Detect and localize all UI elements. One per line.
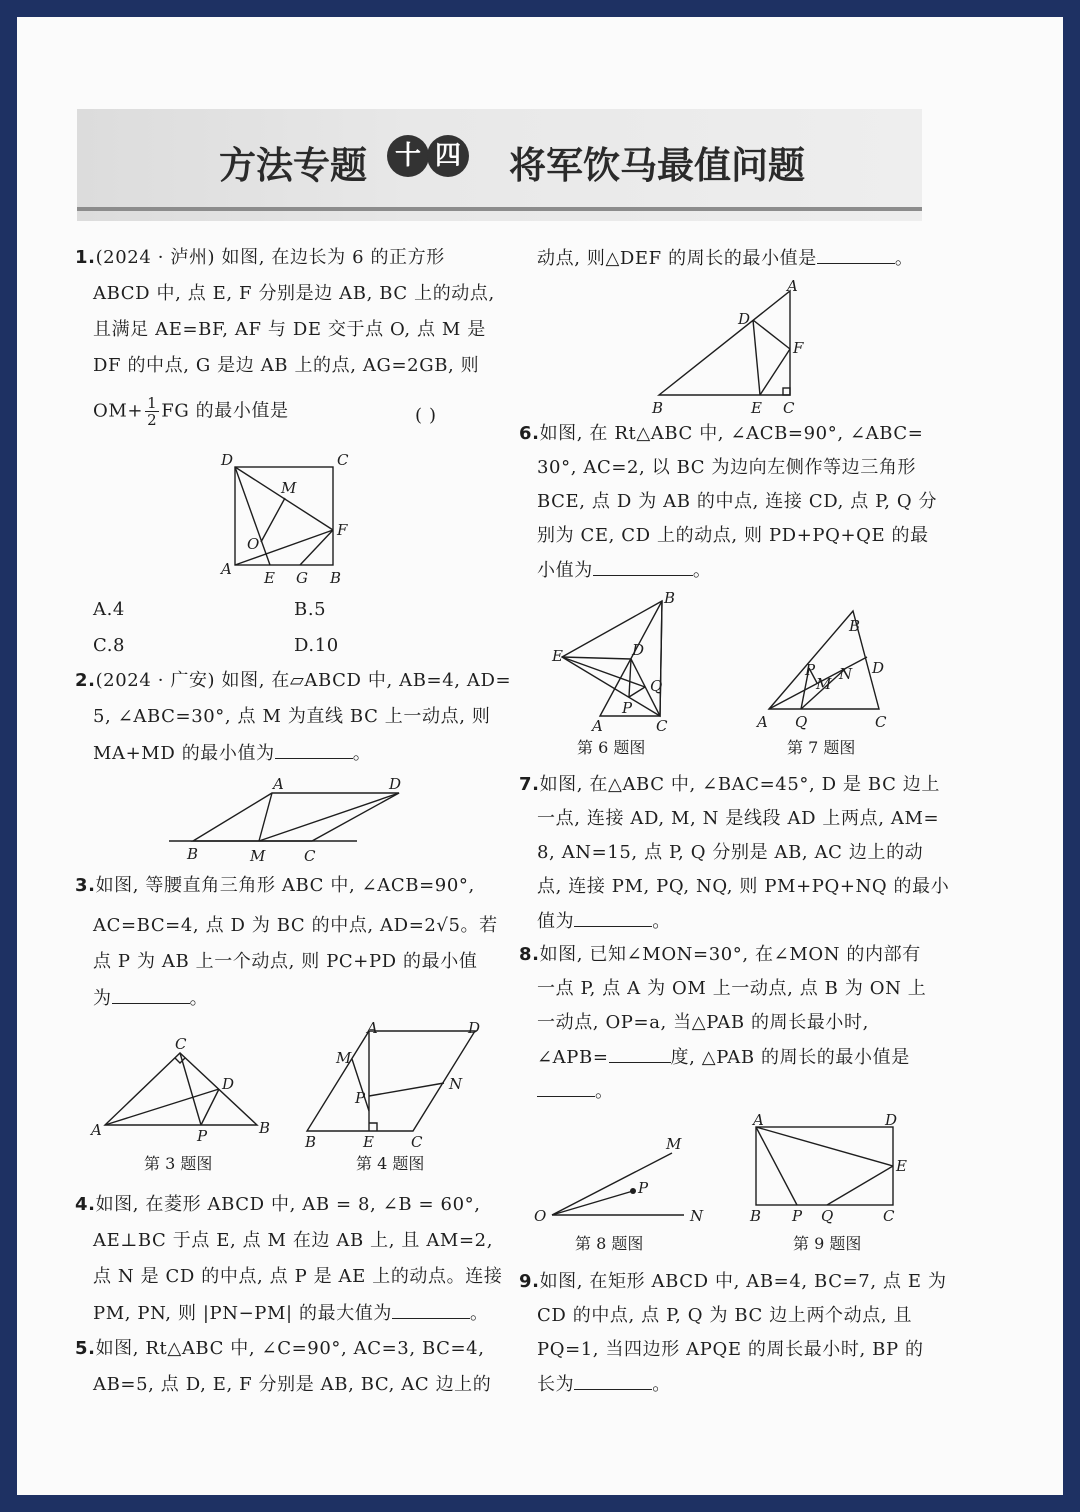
q8-ray-om bbox=[552, 1153, 672, 1215]
q6-label-B: B bbox=[664, 589, 676, 607]
q1-line-5 bbox=[93, 395, 289, 435]
q5-right-angle bbox=[783, 388, 790, 395]
q2-number: 2. bbox=[75, 670, 96, 691]
q1-number: 1. bbox=[75, 247, 96, 268]
q8-line-4 bbox=[537, 1046, 910, 1069]
q8-line-2: 一点 P, 点 A 为 OM 上一动点, 点 B 为 ON 上 bbox=[537, 978, 927, 999]
q1-text-5b: FG 的最小值是 bbox=[161, 400, 289, 422]
q2-text-3: MA+MD 的最小值为 bbox=[93, 743, 275, 764]
q7-line-3: 8, AN=15, 点 P, Q 分别是 AB, AC 边上的动 bbox=[537, 842, 924, 863]
q9-label-D: D bbox=[885, 1111, 898, 1129]
q3-triangle bbox=[105, 1053, 257, 1125]
q6-number: 6. bbox=[519, 423, 540, 444]
q9-label-C: C bbox=[883, 1207, 895, 1225]
q1-line-om bbox=[261, 498, 285, 542]
q1-fraction-num: 1 bbox=[147, 394, 158, 412]
q2-figure bbox=[167, 775, 417, 865]
q1-line-2: ABCD 中, 点 E, F 分别是边 AB, BC 上的动点, bbox=[93, 283, 495, 304]
q5-answer-blank bbox=[817, 247, 895, 264]
q1-line-1 bbox=[75, 247, 445, 269]
q9-end: 。 bbox=[652, 1374, 671, 1395]
q2-end: 。 bbox=[352, 743, 372, 764]
q1-option-a: A.4 bbox=[93, 599, 125, 620]
q6-text-5: 小值为 bbox=[537, 560, 593, 581]
q6-label-E: E bbox=[552, 647, 563, 665]
q6-label-C: C bbox=[656, 717, 668, 735]
q9-answer-blank bbox=[574, 1373, 652, 1390]
q3-number: 3. bbox=[75, 875, 96, 896]
q9-line-4 bbox=[537, 1373, 671, 1396]
q3-line-ad bbox=[105, 1089, 219, 1125]
q8-label-O: O bbox=[534, 1207, 547, 1225]
title-badge-1: 十 bbox=[387, 135, 429, 177]
q7-end: 。 bbox=[652, 911, 671, 932]
q1-option-b: B.5 bbox=[294, 599, 327, 620]
q6-line-pq bbox=[629, 687, 645, 697]
q8-label-M: M bbox=[666, 1135, 682, 1153]
q4-line-4 bbox=[93, 1302, 489, 1325]
title-rule bbox=[77, 207, 922, 211]
q6-line-5 bbox=[537, 559, 711, 582]
q1-line-3: 且满足 AE=BF, AF 与 DE 交于点 O, 点 M 是 bbox=[93, 319, 486, 340]
q6-line-3: BCE, 点 D 为 AB 的中点, 连接 CD, 点 P, Q 分 bbox=[537, 491, 938, 512]
q3-label-D: D bbox=[222, 1075, 235, 1093]
q5-label-E: E bbox=[751, 399, 762, 417]
q4-label-E: E bbox=[363, 1133, 374, 1151]
q5-line-2: AB=5, 点 D, E, F 分别是 AB, BC, AC 边上的 bbox=[93, 1374, 492, 1395]
q8-angle-blank bbox=[609, 1046, 671, 1063]
q8-text-4b: 度, △PAB 的周长的最小值是 bbox=[670, 1047, 910, 1068]
q1-label-B: B bbox=[330, 569, 342, 587]
q5-end: 。 bbox=[894, 248, 914, 269]
q9-label-P: P bbox=[792, 1207, 803, 1225]
q9-line-1 bbox=[519, 1271, 947, 1293]
q7-label-C: C bbox=[875, 713, 887, 731]
q2-label-M: M bbox=[250, 847, 266, 865]
q6-label-D: D bbox=[632, 641, 645, 659]
q4-text-4: PM, PN, 则 |PN−PM| 的最大值为 bbox=[93, 1303, 392, 1324]
q1-figure bbox=[207, 449, 357, 589]
q6-label-P: P bbox=[622, 699, 633, 717]
q6-line-ed bbox=[562, 657, 631, 659]
q1-label-D: D bbox=[221, 451, 234, 469]
q2-line-3 bbox=[93, 742, 371, 765]
q5-line-1 bbox=[75, 1338, 485, 1360]
q4-label-B: B bbox=[305, 1133, 317, 1151]
page bbox=[17, 17, 1063, 1495]
title-prefix: 方法专题 bbox=[219, 144, 367, 187]
q1-label-M: M bbox=[281, 479, 297, 497]
q3-text-4: 为 bbox=[93, 988, 112, 1009]
q6-answer-blank bbox=[593, 559, 693, 576]
title-main: 将军饮马最值问题 bbox=[509, 144, 805, 187]
q9-line-2: CD 的中点, 点 P, Q 为 BC 边上两个动点, 且 bbox=[537, 1305, 913, 1326]
q7-label-Q: Q bbox=[795, 713, 808, 731]
q2-answer-blank bbox=[275, 742, 353, 759]
q8-figure-caption: 第 8 题图 bbox=[575, 1234, 644, 1253]
q5-label-B: B bbox=[652, 399, 664, 417]
q8-point-p bbox=[630, 1188, 636, 1194]
q7-line-2: 一点, 连接 AD, M, N 是线段 AD 上两点, AM= bbox=[537, 808, 940, 829]
q1-text-1: (2024 · 泸州) 如图, 在边长为 6 的正方形 bbox=[95, 247, 445, 268]
q7-label-A: A bbox=[757, 713, 768, 731]
q9-text-4: 长为 bbox=[537, 1374, 575, 1395]
q9-line-ae bbox=[756, 1127, 893, 1166]
q3-figure bbox=[91, 1033, 281, 1143]
q3-label-B: B bbox=[259, 1119, 271, 1137]
q7-number: 7. bbox=[519, 774, 540, 795]
q1-option-c: C.8 bbox=[93, 635, 126, 656]
q4-line-1 bbox=[75, 1194, 481, 1216]
q7-label-N: N bbox=[839, 665, 853, 683]
q1-label-G: G bbox=[296, 569, 308, 587]
q8-figure bbox=[532, 1131, 712, 1225]
q2-label-B: B bbox=[187, 845, 199, 863]
q7-text-1: 如图, 在△ABC 中, ∠BAC=45°, D 是 BC 边上 bbox=[539, 774, 940, 795]
q3-answer-blank bbox=[112, 987, 190, 1004]
q7-line-4: 点, 连接 PM, PQ, NQ, 则 PM+PQ+NQ 的最小 bbox=[537, 876, 950, 897]
q6-line-dp bbox=[629, 659, 631, 697]
q4-right-angle bbox=[369, 1123, 377, 1131]
q6-end: 。 bbox=[692, 560, 712, 581]
q2-line-1 bbox=[75, 670, 511, 692]
q1-label-O: O bbox=[247, 535, 260, 553]
q2-label-D: D bbox=[389, 775, 402, 793]
q4-end: 。 bbox=[470, 1303, 489, 1324]
q6-label-Q: Q bbox=[650, 677, 663, 695]
q5-label-A: A bbox=[787, 277, 798, 295]
q4-figure bbox=[305, 1019, 497, 1151]
q4-text-1: 如图, 在菱形 ABCD 中, AB = 8, ∠B = 60°, bbox=[95, 1194, 481, 1215]
q5-line-3 bbox=[537, 247, 913, 270]
q5-label-C: C bbox=[783, 399, 795, 417]
q3-line-cp bbox=[180, 1053, 201, 1125]
q5-line-df bbox=[753, 320, 790, 349]
q1-fraction-den: 2 bbox=[147, 411, 158, 429]
q2-label-C: C bbox=[304, 847, 316, 865]
q6-figure-caption: 第 6 题图 bbox=[577, 738, 646, 757]
q3-end: 。 bbox=[189, 988, 209, 1009]
q4-label-D: D bbox=[468, 1019, 481, 1037]
q8-line-3: 一动点, OP=a, 当△PAB 的周长最小时, bbox=[537, 1012, 869, 1033]
q9-line-3: PQ=1, 当四边形 APQE 的周长最小时, BP 的 bbox=[537, 1339, 924, 1360]
q2-parallelogram bbox=[193, 793, 399, 841]
q1-label-C: C bbox=[337, 451, 349, 469]
q3-label-C: C bbox=[175, 1035, 187, 1053]
q4-line-pn bbox=[369, 1083, 444, 1096]
q4-number: 4. bbox=[75, 1194, 96, 1215]
q1-label-A: A bbox=[221, 560, 232, 578]
q7-label-D: D bbox=[872, 659, 885, 677]
q7-label-P: P bbox=[805, 661, 816, 679]
q8-label-P: P bbox=[638, 1179, 649, 1197]
q8-number: 8. bbox=[519, 944, 540, 965]
q9-label-B: B bbox=[750, 1207, 762, 1225]
q1-label-E: E bbox=[264, 569, 275, 587]
q5-figure bbox=[647, 279, 817, 419]
q8-label-N: N bbox=[690, 1207, 704, 1225]
q6-line-4: 别为 CE, CD 上的动点, 则 PD+PQ+QE 的最 bbox=[537, 525, 929, 546]
q2-text-1: (2024 · 广安) 如图, 在▱ABCD 中, AB=4, AD= bbox=[95, 670, 512, 691]
q2-line-2: 5, ∠ABC=30°, 点 M 为直线 BC 上一动点, 则 bbox=[93, 706, 491, 727]
q3-line-1 bbox=[75, 875, 475, 897]
q8-line-1 bbox=[519, 944, 921, 966]
q6-line-2: 30°, AC=2, 以 BC 为边向左侧作等边三角形 bbox=[537, 457, 917, 478]
title-badge-2: 四 bbox=[427, 135, 469, 177]
q4-label-M: M bbox=[336, 1049, 352, 1067]
q2-label-A: A bbox=[273, 775, 284, 793]
q7-label-M: M bbox=[816, 675, 832, 693]
q7-answer-blank bbox=[574, 910, 652, 927]
q6-text-1: 如图, 在 Rt△ABC 中, ∠ACB=90°, ∠ABC= bbox=[539, 423, 924, 444]
q7-text-5: 值为 bbox=[537, 911, 575, 932]
q9-label-E: E bbox=[896, 1157, 907, 1175]
q4-figure-caption: 第 4 题图 bbox=[356, 1154, 425, 1173]
q7-figure-caption: 第 7 题图 bbox=[787, 738, 856, 757]
q3-line-4 bbox=[93, 987, 208, 1010]
q8-text-1: 如图, 已知∠MON=30°, 在∠MON 的内部有 bbox=[539, 944, 921, 965]
q5-text-3: 动点, 则△DEF 的周长的最小值是 bbox=[537, 248, 817, 269]
q3-line-3: 点 P 为 AB 上一个动点, 则 PC+PD 的最小值 bbox=[93, 951, 478, 972]
q9-label-A: A bbox=[753, 1111, 764, 1129]
q4-label-P: P bbox=[355, 1089, 366, 1107]
q7-figure bbox=[757, 597, 897, 731]
q6-label-A: A bbox=[592, 717, 603, 735]
q9-line-ap bbox=[756, 1127, 797, 1205]
q8-line-5 bbox=[537, 1080, 614, 1103]
q2-line-md bbox=[259, 793, 399, 841]
q1-label-F: F bbox=[337, 521, 348, 539]
q3-label-A: A bbox=[91, 1121, 102, 1139]
q5-label-F: F bbox=[793, 339, 804, 357]
q5-label-D: D bbox=[738, 310, 751, 328]
q5-text-1: 如图, Rt△ABC 中, ∠C=90°, AC=3, BC=4, bbox=[95, 1338, 485, 1359]
q9-text-1: 如图, 在矩形 ABCD 中, AB=4, BC=7, 点 E 为 bbox=[539, 1271, 947, 1292]
q1-answer-paren: ( ) bbox=[415, 405, 437, 426]
q4-answer-blank bbox=[392, 1302, 470, 1319]
q3-figure-caption: 第 3 题图 bbox=[144, 1154, 213, 1173]
q4-label-C: C bbox=[411, 1133, 423, 1151]
q7-line-1 bbox=[519, 774, 940, 796]
q9-number: 9. bbox=[519, 1271, 540, 1292]
q3-right-angle bbox=[175, 1058, 185, 1063]
q5-number: 5. bbox=[75, 1338, 96, 1359]
q3-line-2: AC=BC=4, 点 D 为 BC 的中点, AD=2√5。若 bbox=[93, 915, 498, 936]
q8-end: 。 bbox=[595, 1081, 614, 1102]
q1-text-5a: OM+ bbox=[93, 400, 144, 422]
q1-option-d: D.10 bbox=[294, 635, 339, 656]
q1-fraction bbox=[145, 395, 159, 428]
q9-figure bbox=[739, 1113, 919, 1225]
q4-line-3: 点 N 是 CD 的中点, 点 P 是 AE 上的动点。连接 bbox=[93, 1266, 503, 1287]
q6-figure bbox=[552, 589, 692, 735]
q4-label-A: A bbox=[367, 1019, 378, 1037]
q4-label-N: N bbox=[449, 1075, 463, 1093]
q4-line-2: AE⊥BC 于点 E, 点 M 在边 AB 上, 且 AM=2, bbox=[93, 1230, 494, 1251]
q9-line-qe bbox=[827, 1166, 893, 1205]
q1-line-4: DF 的中点, G 是边 AB 上的点, AG=2GB, 则 bbox=[93, 355, 480, 376]
q6-line-1 bbox=[519, 423, 923, 445]
q3-text-1: 如图, 等腰直角三角形 ABC 中, ∠ACB=90°, bbox=[95, 875, 475, 896]
q9-figure-caption: 第 9 题图 bbox=[793, 1234, 862, 1253]
q8-perimeter-blank bbox=[537, 1080, 595, 1097]
q5-line-de bbox=[753, 320, 760, 395]
q7-line-5 bbox=[537, 910, 671, 933]
q8-text-4a: ∠APB= bbox=[537, 1047, 609, 1068]
q7-label-B: B bbox=[849, 617, 861, 635]
q9-label-Q: Q bbox=[821, 1207, 834, 1225]
q3-label-P: P bbox=[197, 1127, 208, 1145]
